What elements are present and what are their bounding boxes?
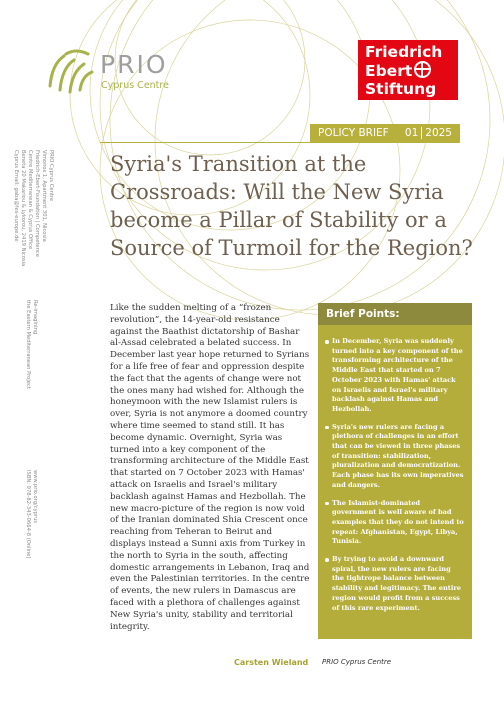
contact-line: Vimonos 1, Apartment 301, Nicosia [41, 150, 47, 242]
brief-point [332, 337, 464, 415]
fes-line-1: Friedrich [365, 43, 443, 61]
header-rule [100, 142, 460, 143]
brief-point [332, 423, 464, 491]
project-info [24, 300, 38, 389]
bullet-icon [325, 426, 329, 430]
brief-point-text: By trying to avoid a downward spiral, the new rulers are facing the tightrope balance between stability and legitimacy. The entire region would profit from a success of this rare experiment. [332, 555, 461, 612]
project-line: Re-imagining [32, 300, 38, 335]
fes-logo [358, 40, 458, 100]
brief-points-heading: Brief Points: [318, 303, 472, 325]
author-name: Carsten Wieland [234, 658, 309, 667]
contact-line: Centre Mediterranean & Cyprus Office [27, 150, 33, 250]
intro-paragraph: Like the sudden melting of a “frozen revolution”, the 14-year-old resistance against the Baathist dictatorship of Bashar al-Assad celebrated a belated success. In December last year hope returned to Syrians for a life free of fear and oppression despite the fact that the agents of change were not the ones many had wished for. Although the honeymoon with the new Islamist rulers is over, Syria is not anymore a doomed country where time seemed to stand still. It has become dynamic. Overnight, Syria was turned into a key component of the transforming architecture of the Middle East that started on 7 October 2023 with Hamas' attack on Israelis and Israel's military backlash against Hamas and Hezbollah. The new macro-picture of the region is now void of the Iranian dominated Shia Crescent once reaching from Teheran to Beirut and displays instead a Sunni axis from Turkey in the north to Syria in the south, affecting domestic arrangements in Lebanon, Iraq and even the Palestinian territories. In the centre of events, the new rulers in Damascus are faced with a plethora of challenges against New Syria's unity, stability and territorial integrity. [110, 303, 310, 632]
prio-dove-icon [44, 46, 100, 96]
policy-brief-label: POLICY BRIEF [318, 127, 389, 139]
policy-brief-bar [310, 124, 460, 142]
bullet-icon [325, 340, 329, 344]
brief-point-text: In December, Syria was suddenly turned into a key component of the transforming architecture of the Middle East that started on 7 October 2023 with Hamas' attack on Israelis and Israel's military backlash against Hamas and Hezbollah. [332, 337, 463, 413]
contact-line: Friedrich-Ebert-Foundation | Competence [34, 150, 40, 257]
fes-line-2-row [365, 61, 458, 80]
fes-line-3: Stiftung [365, 80, 437, 98]
project-line: the Eastern Mediterranean Project [25, 300, 31, 389]
prio-logo [44, 46, 184, 96]
brief-points-box [318, 303, 472, 639]
brief-point [332, 499, 464, 548]
contact-line: Beneta 20 Makariou & Lykorou, 2419 Nicosia [20, 150, 26, 267]
brief-points-list [318, 325, 472, 613]
bullet-icon [325, 502, 329, 506]
bullet-icon [325, 558, 329, 562]
document-title: Syria's Transition at the Crossroads: Will the New Syria become a Pillar of Stability or a Source of Turmoil for the Region? [110, 152, 473, 260]
globe-icon [414, 61, 431, 78]
contact-line: PRIO Cyprus Centre [48, 150, 54, 202]
prio-name: PRIO [100, 50, 168, 79]
fes-line-2: Ebert [365, 62, 413, 80]
issue-year: 2025 [425, 127, 452, 139]
author-affiliation: PRIO Cyprus Centre [322, 658, 392, 666]
prio-subtitle: Cyprus Centre [101, 80, 169, 91]
isbn-line: ISBN: 978-82-343-0664-8 (Online) [25, 470, 31, 559]
isbn-info [24, 470, 38, 558]
contact-line: Cyprus Email: gaba@fes-europe.de [13, 150, 19, 242]
issue-number [405, 127, 452, 139]
brief-point [332, 555, 464, 613]
isbn-line: www.prio.org/cyprus [32, 470, 38, 524]
issue-no: 01 [404, 127, 419, 139]
brief-point-text: Syria's new rulers are facing a plethora of challenges in an effort that can be viewed in three phases of transition: stabilization, pluralization and democratization. Each phase has its own imperatives and dangers. [332, 422, 464, 489]
brief-point-text: The Islamist-dominated government is well aware of bad examples that they do not intend to repeat: Afghanistan, Egypt, Libya, Tunisia. [332, 498, 464, 546]
contact-info [12, 150, 54, 266]
